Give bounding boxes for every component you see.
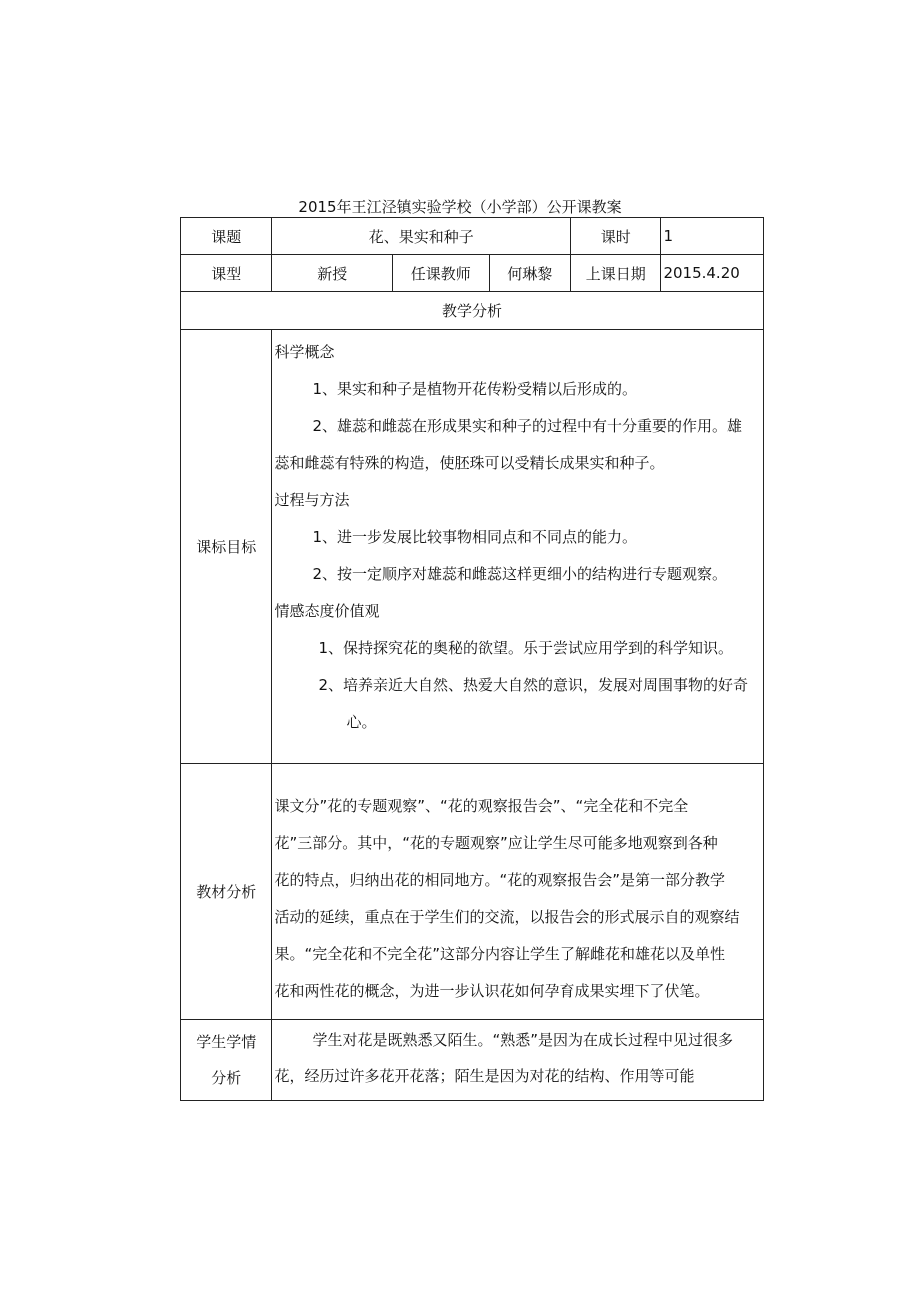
topic-label: 课题: [181, 218, 272, 255]
goals-item: 1、保持探究花的奥秘的欲望。乐于尝试应用学到的科学知识。: [318, 639, 733, 657]
row-student: [181, 1020, 764, 1101]
type-value: 新授: [272, 255, 393, 292]
material-content: [272, 764, 764, 1020]
student-label-line: 分析: [211, 1069, 242, 1087]
row-type: [181, 255, 764, 292]
teacher-label: 任课教师: [393, 255, 489, 292]
goals-content: [272, 330, 764, 764]
row-topic: [181, 218, 764, 255]
goals-item: 2、按一定顺序对雄蕊和雌蕊这样更细小的结构进行专题观察。: [312, 565, 727, 583]
student-line: 学生对花是既熟悉又陌生。“熟悉”是因为在成长过程中见过很多: [312, 1031, 733, 1049]
periods-value: 1: [661, 218, 764, 255]
row-goals: [181, 330, 764, 764]
goals-heading-process: 过程与方法: [274, 491, 350, 509]
goals-item: 1、进一步发展比较事物相同点和不同点的能力。: [312, 528, 637, 546]
student-line: 花，经历过许多花开花落；陌生是因为对花的结构、作用等可能: [274, 1067, 695, 1085]
material-line: 活动的延续，重点在于学生们的交流，以报告会的形式展示自的观察结: [274, 908, 740, 926]
row-material: [181, 764, 764, 1020]
date-value: 2015.4.20: [661, 255, 764, 292]
goals-heading-concept: 科学概念: [274, 343, 335, 361]
teacher-value: 何琳黎: [489, 255, 570, 292]
type-label: 课型: [181, 255, 272, 292]
material-line: 果。“完全花和不完全花”这部分内容让学生了解雌花和雄花以及单性: [274, 945, 725, 963]
goals-heading-attitude: 情感态度价值观: [274, 602, 380, 620]
material-label: 教材分析: [181, 764, 272, 1020]
goals-item-cont: 蕊和雌蕊有特殊的构造，使胚珠可以受精长成果实和种子。: [274, 454, 665, 472]
date-label: 上课日期: [570, 255, 660, 292]
material-line: 课文分”花的专题观察”、“花的观察报告会”、“完全花和不完全: [274, 797, 689, 815]
goals-label: 课标目标: [181, 330, 272, 764]
goals-item-cont: 心。: [346, 713, 377, 731]
goals-item: 1、果实和种子是植物开花传粉受精以后形成的。: [312, 380, 637, 398]
document-title: 2015年王江泾镇实验学校（小学部）公开课教案: [298, 198, 622, 216]
student-label: [181, 1020, 272, 1101]
goals-item: 2、雄蕊和雌蕊在形成果实和种子的过程中有十分重要的作用。雄: [312, 417, 742, 435]
material-line: 花和两性花的概念，为进一步认识花如何孕育成果实埋下了伏笔。: [274, 982, 710, 1000]
row-analysis-header: [181, 292, 764, 330]
student-content: [272, 1020, 764, 1101]
analysis-header: 教学分析: [181, 292, 764, 330]
goals-item: 2、培养亲近大自然、热爱大自然的意识，发展对周围事物的好奇: [318, 676, 748, 694]
student-label-line: 学生学情: [196, 1033, 257, 1051]
periods-label: 课时: [570, 218, 660, 255]
lesson-plan-table: [180, 217, 764, 1101]
material-line: 花”三部分。其中，“花的专题观察”应让学生尽可能多地观察到各种: [274, 834, 718, 852]
topic-value: 花、果实和种子: [272, 218, 571, 255]
material-line: 花的特点，归纳出花的相同地方。“花的观察报告会”是第一部分教学: [274, 871, 725, 889]
